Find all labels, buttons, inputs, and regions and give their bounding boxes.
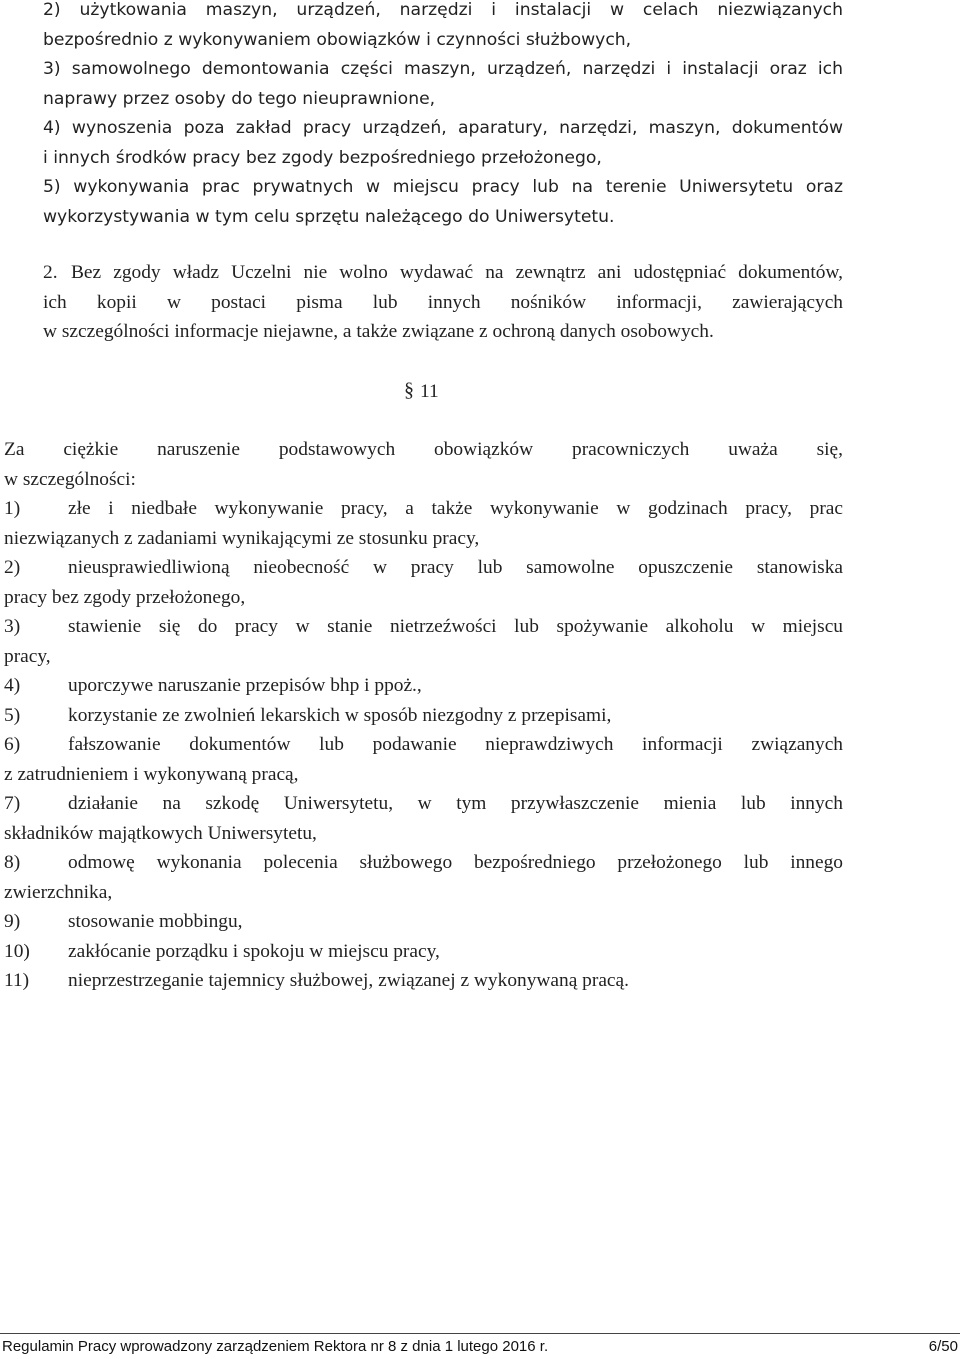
list-item-line (4, 730, 843, 760)
text-line: 5) wykonywania prac prywatnych w miejscu pracy lub na terenie Uniwersytetu oraz (43, 177, 843, 197)
text-line: bezpośrednio z wykonywaniem obowiązków i czynności służbowych, (43, 29, 632, 50)
list-item (4, 553, 843, 612)
text-line: wykorzystywania w tym celu sprzętu należącego do Uniwersytetu. (43, 206, 615, 227)
text-line: pracy, (4, 645, 51, 667)
text-line: w szczególności informacje niejawne, a także związane z ochroną danych osobowych. (43, 321, 714, 342)
list-item-line (4, 789, 843, 819)
list-item-line (4, 937, 843, 967)
item-number: 9) (4, 911, 21, 932)
list-item-line (4, 553, 843, 583)
section-number: 11 (420, 381, 439, 402)
point-number: 2. (43, 262, 58, 283)
list-item (4, 848, 843, 907)
footer-document-title: Regulamin Pracy wprowadzony zarządzeniem Rektora nr 8 z dnia 1 lutego 2016 r. (2, 1338, 549, 1355)
text-line: korzystanie ze zwolnień lekarskich w sposób niezgodny z przepisami, (68, 704, 612, 726)
list-item (4, 701, 843, 731)
list-item (4, 907, 843, 937)
list-item (4, 730, 843, 789)
text-line: 3) samowolnego demontowania części maszyn, urządzeń, narzędzi i instalacji oraz ich (43, 59, 843, 79)
footer-page-number: 6/50 (928, 1338, 958, 1355)
text-line: zakłócanie porządku i spokoju w miejscu pracy, (68, 940, 440, 962)
list-item-line (4, 701, 843, 731)
item-number: 8) (4, 852, 21, 873)
list-item-line (4, 966, 843, 996)
text-line: z zatrudnieniem i wykonywaną pracą, (4, 763, 299, 785)
item-number: 11) (4, 970, 30, 991)
list-item-line (4, 671, 843, 701)
item-number: 4) (4, 675, 21, 696)
list-item-line (4, 612, 843, 642)
text-line: zwierzchnika, (4, 881, 113, 903)
item-number: 10) (4, 940, 30, 962)
page-footer (0, 1333, 960, 1359)
list-item (4, 494, 843, 553)
text-line: odmowę wykonania polecenia służbowego bezpośredniego przełożonego lub innego (68, 852, 843, 873)
text-line: składników majątkowych Uniwersytetu, (4, 822, 317, 844)
violations-list (4, 494, 843, 996)
text-line: pracy bez zgody przełożonego, (4, 586, 246, 608)
list-item-line (4, 848, 843, 878)
text-line: działanie na szkodę Uniwersytetu, w tym przywłaszczenie mienia lub innych (68, 793, 843, 814)
item-number: 7) (4, 793, 21, 814)
section-intro (4, 435, 843, 494)
text-line: naprawy przez osoby do tego nieuprawnione, (43, 88, 436, 109)
text-line: złe i niedbałe wykonywanie pracy, a także wykonywanie w godzinach pracy, prac (68, 498, 843, 519)
text-line: 2) użytkowania maszyn, urządzeń, narzędzi i instalacji w celach niezwiązanych (43, 0, 843, 20)
text-line: fałszowanie dokumentów lub podawanie nieprawdziwych informacji związanych (68, 734, 843, 755)
item-number: 1) (4, 498, 21, 519)
item-number: 5) (4, 704, 21, 726)
point-2-paragraph (43, 258, 843, 347)
list-continuation (43, 0, 843, 232)
text-line: niezwiązanych z zadaniami wynikającymi ze stosunku pracy, (4, 527, 480, 549)
text-line: uporczywe naruszanie przepisów bhp i ppoż., (68, 675, 422, 696)
text-line: Bez zgody władz Uczelni nie wolno wydawać na zewnątrz ani udostępniać dokumentów, (71, 262, 843, 283)
text-line: nieprzestrzeganie tajemnicy służbowej, związanej z wykonywaną pracą. (68, 970, 629, 991)
list-item (4, 937, 843, 967)
text-line: Za ciężkie naruszenie podstawowych obowiązków pracowniczych uważa się, (4, 439, 843, 460)
text-line: stosowanie mobbingu, (68, 911, 243, 932)
text-line: ich kopii w postaci pisma lub innych nośników informacji, zawierających (43, 291, 843, 313)
text-line: w szczególności: (4, 468, 136, 490)
list-item-line (4, 494, 843, 524)
text-line: i innych środków pracy bez zgody bezpośredniego przełożonego, (43, 147, 602, 168)
list-item-line (4, 907, 843, 937)
paragraph-line (43, 258, 843, 288)
text-line: 4) wynoszenia poza zakład pracy urządzeń, aparatury, narzędzi, maszyn, dokumentów (43, 118, 843, 138)
text-line: stawienie się do pracy w stanie nietrzeźwości lub spożywanie alkoholu w miejscu (68, 616, 843, 637)
item-number: 3) (4, 616, 21, 637)
item-number: 2) (4, 557, 21, 578)
item-number: 6) (4, 734, 21, 755)
list-item (4, 612, 843, 671)
list-item (4, 789, 843, 848)
list-item (4, 671, 843, 701)
section-sign: § (404, 379, 414, 401)
text-line: nieusprawiedliwioną nieobecność w pracy lub samowolne opuszczenie stanowiska (68, 557, 843, 578)
list-item (4, 966, 843, 996)
